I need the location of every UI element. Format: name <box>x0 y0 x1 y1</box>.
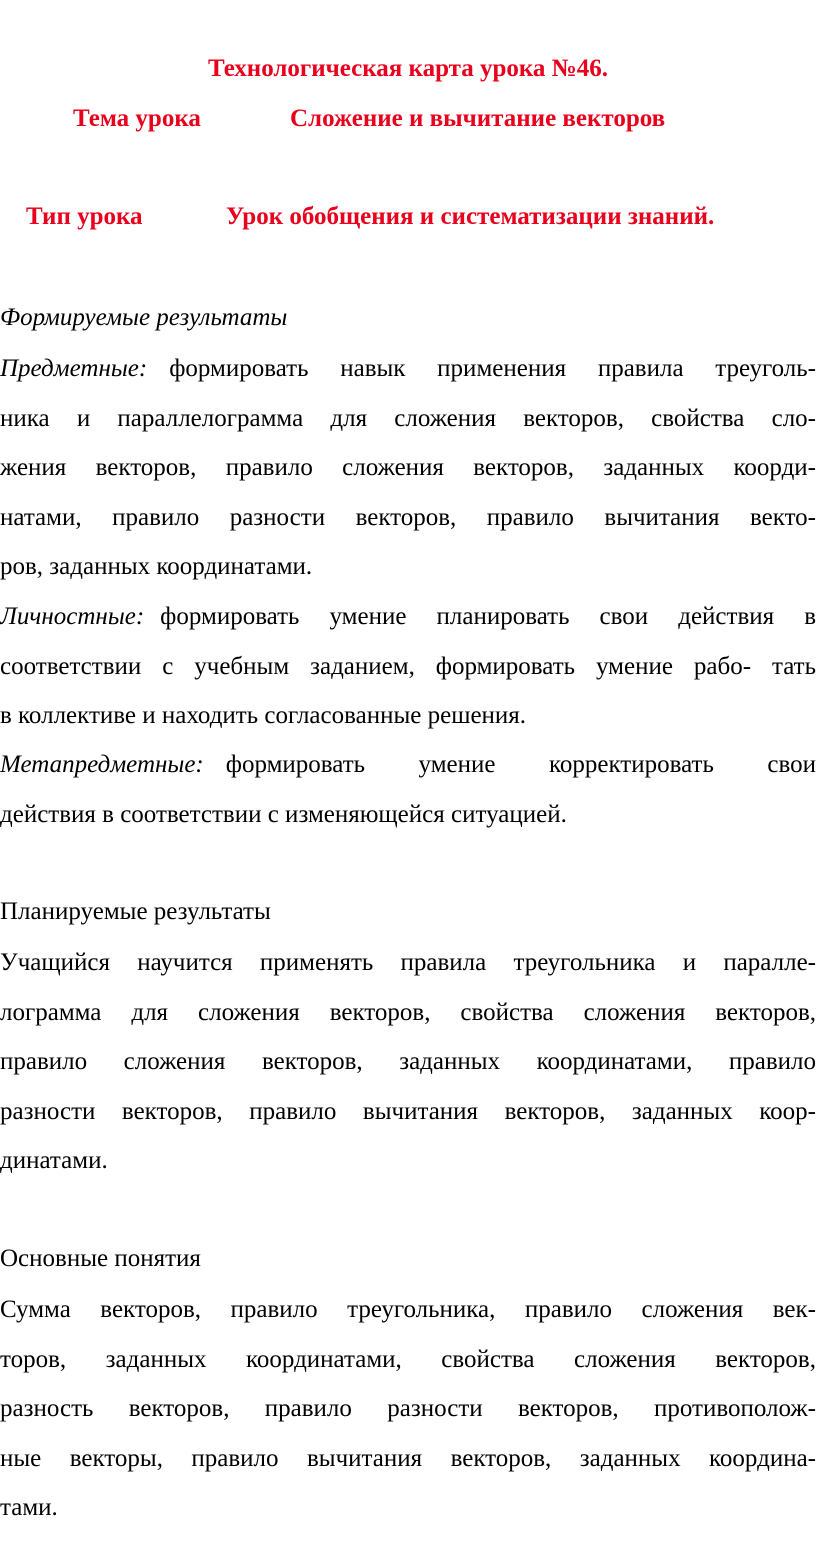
lesson-type-value: Урок обобщения и систематизации знаний. <box>226 203 715 230</box>
personal-results-text-1: формировать умение планировать свои действия в <box>160 603 816 630</box>
meta-results-line-1 <box>0 740 816 790</box>
personal-results-text-3: в коллективе и находить согласованные решения. <box>0 702 527 729</box>
subject-results-text-5: ров, заданных координатами. <box>0 553 313 580</box>
meta-results-label: Метапредметные: <box>0 751 204 778</box>
meta-results-paragraph <box>0 740 816 839</box>
key-concepts-text-2: торов, заданных координатами, свойства сложения векторов, <box>0 1345 816 1373</box>
planned-results-heading: Планируемые результаты <box>0 898 271 925</box>
subject-results-text-3: жения векторов, правило сложения векторов, заданных коорди- <box>0 454 816 481</box>
planned-results-text-4: разности векторов, правило вычитания векторов, заданных коор- <box>0 1097 816 1125</box>
planned-results-text-3: правило сложения векторов, заданных координатами, правило <box>0 1048 816 1075</box>
personal-results-label: Личностные: <box>0 603 145 630</box>
lesson-type-label: Тип урока <box>26 203 143 230</box>
personal-results-paragraph <box>0 592 816 741</box>
personal-results-text-2: соответствии с учебным заданием, формировать умение рабо- тать <box>0 652 816 680</box>
key-concepts-heading: Основные понятия <box>0 1245 201 1272</box>
subject-results-text-4: натами, правило разности векторов, правило вычитания векто- <box>0 503 816 531</box>
key-concepts-text-4: ные векторы, правило вычитания векторов, заданных координа- <box>0 1444 816 1472</box>
key-concepts-text-1: Сумма векторов, правило треугольника, правило сложения век- <box>0 1296 816 1323</box>
subject-results-label: Предметные: <box>0 355 148 382</box>
subject-results-line-1 <box>0 344 816 394</box>
formed-results-heading: Формируемые результаты <box>0 304 288 331</box>
subject-results-paragraph <box>0 344 816 592</box>
topic-label: Тема урока <box>73 105 201 132</box>
subject-results-text-2: ника и параллелограмма для сложения векторов, свойства сло- <box>0 404 816 432</box>
subject-results-text-1: формировать навык применения правила треуголь- <box>169 355 816 382</box>
page-title: Технологическая карта урока №46. <box>207 55 609 82</box>
planned-results-text-5: динатами. <box>0 1147 108 1174</box>
planned-results-text-1: Учащийся научится применять правила треугольника и паралле- <box>0 949 816 976</box>
planned-results-text-2: лограмма для сложения векторов, свойства сложения векторов, <box>0 998 816 1026</box>
planned-results-paragraph <box>0 938 816 1186</box>
meta-results-text-2: действия в соответствии с изменяющейся ситуацией. <box>0 800 567 828</box>
personal-results-line-1 <box>0 592 816 642</box>
meta-results-text-1: формировать умение корректировать свои <box>225 751 816 778</box>
key-concepts-paragraph <box>0 1285 816 1533</box>
topic-value: Сложение и вычитание векторов <box>290 105 666 132</box>
key-concepts-text-3: разность векторов, правило разности векторов, противополож- <box>0 1395 816 1422</box>
key-concepts-text-5: тами. <box>0 1494 58 1521</box>
